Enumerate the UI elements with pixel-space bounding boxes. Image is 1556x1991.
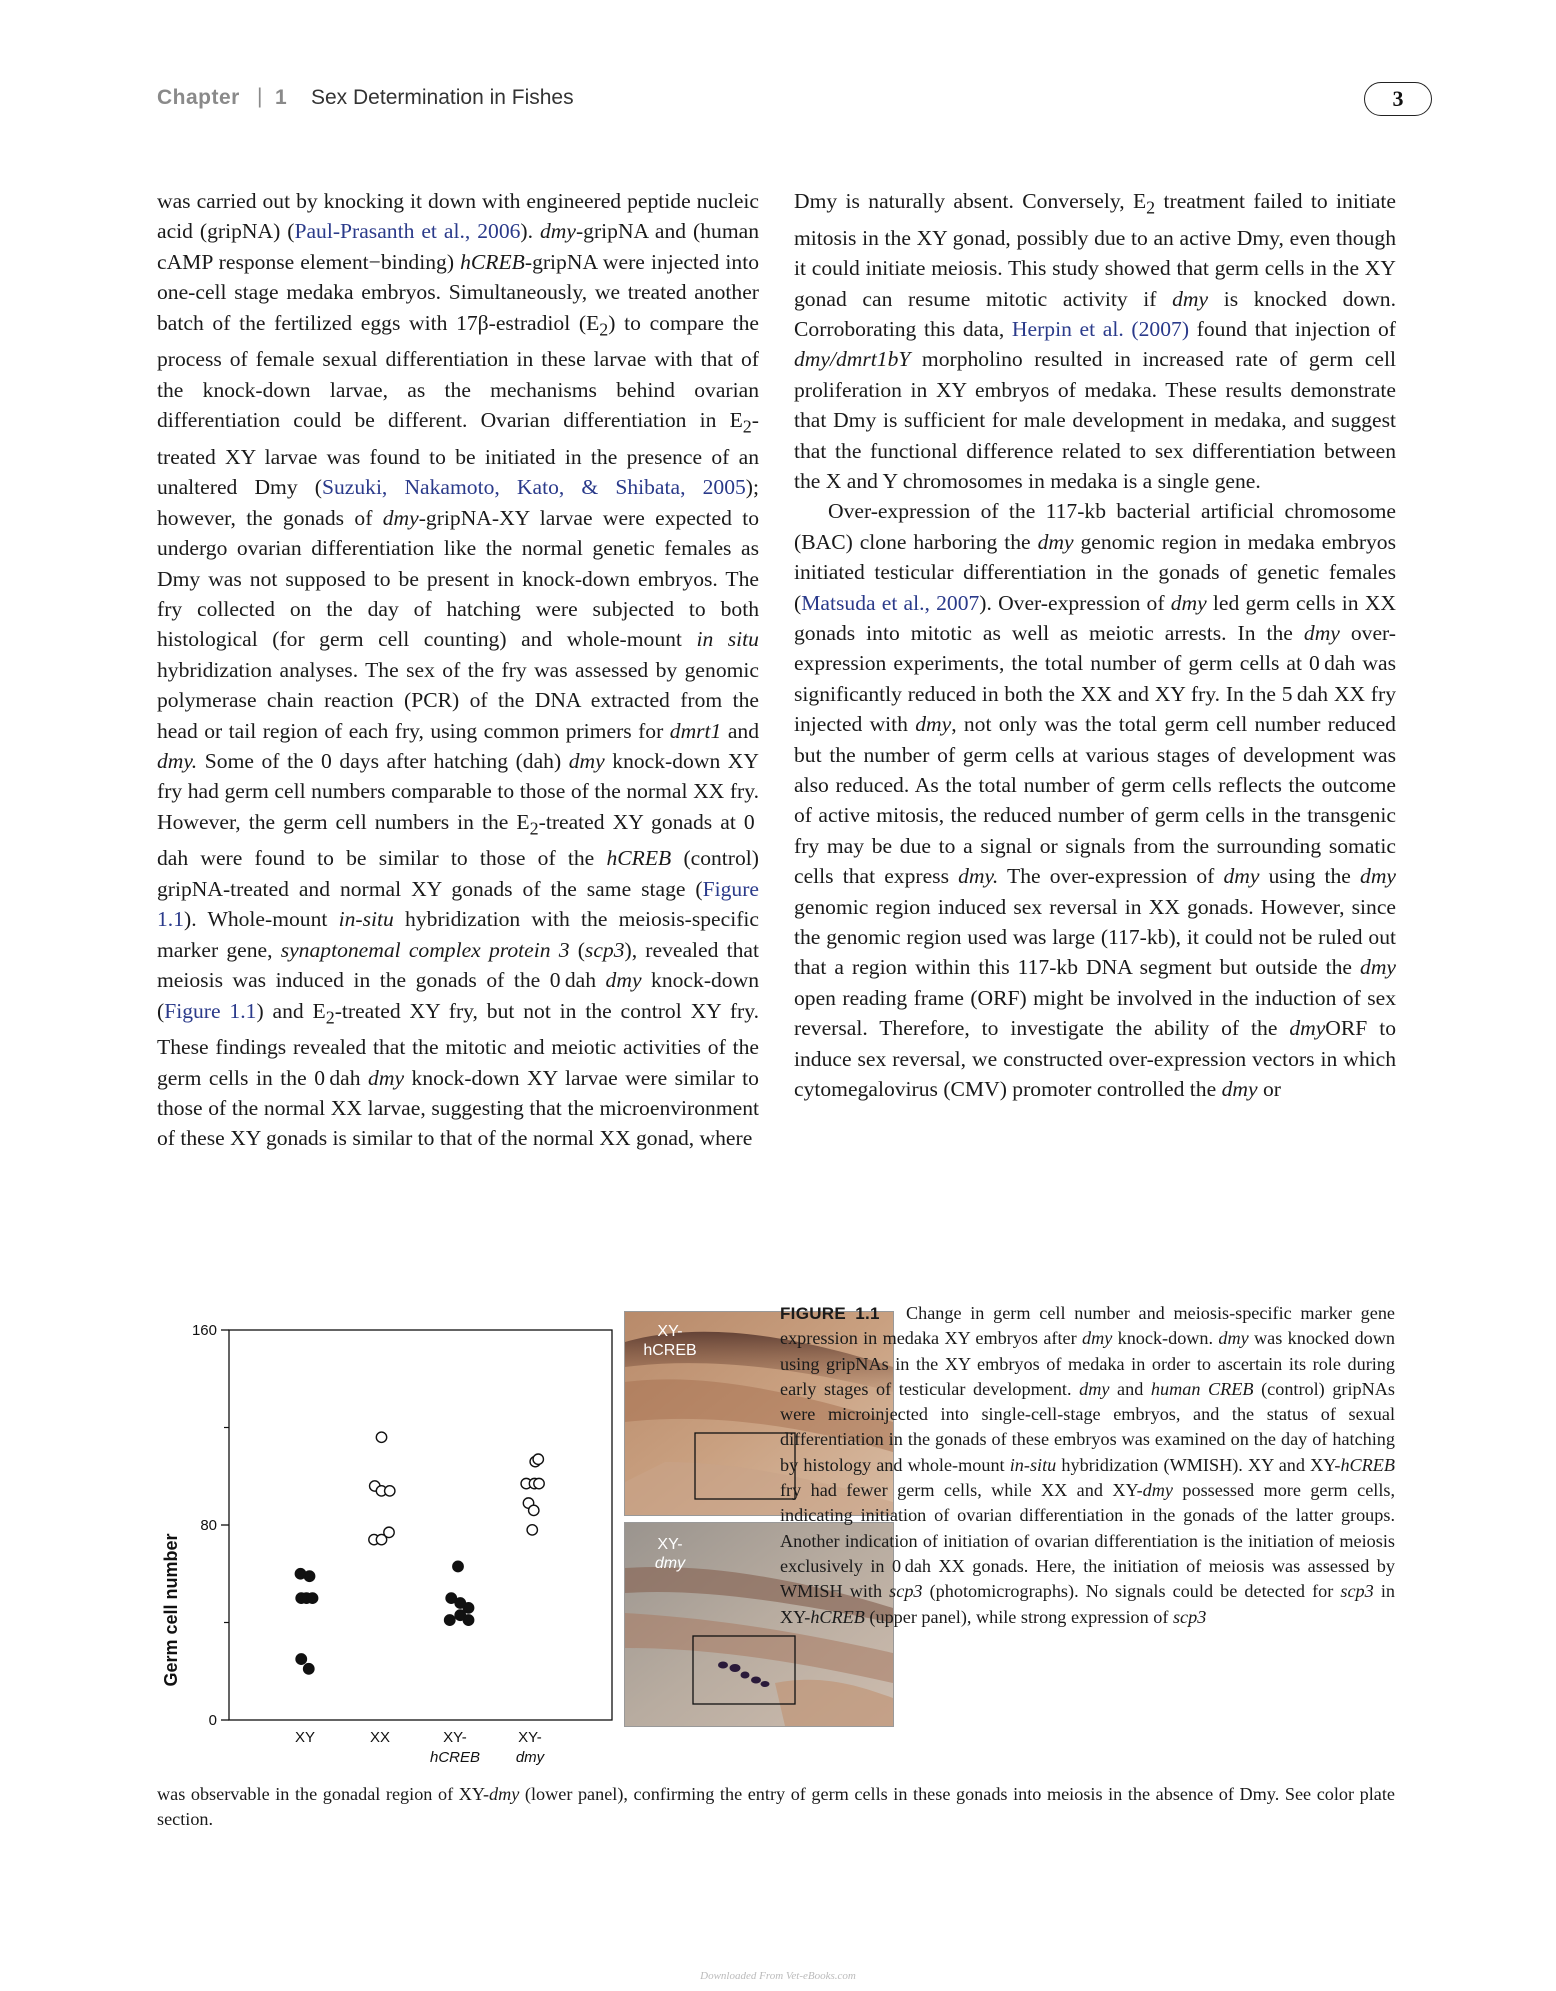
figure-caption-continued: was observable in the gonadal region of XY-dmy (lower panel), confirming the entry of germ cells in these gonads into meiosis in the absence of Dmy. See color plate section. [157, 1784, 1395, 1830]
data-point-open [534, 1478, 544, 1488]
header-separator: | [257, 85, 263, 108]
y-tick-label: 0 [208, 1712, 217, 1729]
y-tick-label: 80 [200, 1517, 217, 1534]
y-tick-label: 160 [191, 1322, 217, 1339]
figure-label: FIGURE 1.1 [780, 1304, 880, 1323]
figure-caption-text: Change in germ cell number and meiosis-specific marker gene expression in medaka XY embryos after dmy knock-down. dmy was knocked down using gripNAs in the XY embryos of medaka in order to ascertain its role during early stages of testicular development. dmy and human CREB (control) gripNAs were microinjected into single-cell-stage embryos, and the status of sexual differentiation in the gonads of these embryos was examined on the day of hatching by histology and whole-mount in-situ hybridization (WMISH). XY and XY-hCREB fry had fewer germ cells, while XX and XY-dmy possessed more germ cells, indicating initiation of ovarian differentiation in the gonads of the latter groups. Another indication of initiation of ovarian differentiation is the initiation of meiosis exclusively in 0 dah XX gonads. Here, the initiation of meiosis was assessed by WMISH with scp3 (photomicrographs). No signals could be detected for scp3 in XY-hCREB (upper panel), while strong expression of scp3 [780, 1303, 1396, 1627]
data-point-filled [463, 1615, 473, 1625]
data-point-open [376, 1432, 386, 1442]
germ-cell-scatter-chart [157, 1300, 617, 1770]
data-point-filled [453, 1561, 463, 1571]
plot-frame [229, 1330, 612, 1720]
data-point-open [529, 1505, 539, 1515]
x-tick-label: XY- [518, 1729, 542, 1746]
data-point-open [385, 1486, 395, 1496]
data-point-filled [307, 1593, 317, 1603]
right-column-paragraph-1: Dmy is naturally absent. Conversely, $E_2$ treatment failed to initiate mitosis in the XY gonad, possibly due to an active Dmy, even though it could initiate meiosis. This study showed that germ cells in the XY gonad can resume mitotic activity if dmy is knocked down. Corroborating this data, Herpin et al. (2007) found that injection of dmy/dmrt1bY morpholino resulted in increased rate of germ cell proliferation in XY embryos of medaka. These results demonstrate that Dmy is sufficient for male development in medaka, and suggest that the functional difference related to sex differentiation between the X and Y chromosomes in medaka is a single gene. [794, 189, 1397, 493]
figure-caption [780, 1301, 1395, 1630]
right-column-paragraph-2: Over-expression of the 117-kb bacterial artificial chromosome (BAC) clone harboring the dmy genomic region in medaka embryos initiated testicular differentiation in the gonads of genetic females (Matsuda et al., 2007). Over-expression of dmy led germ cells in XX gonads into mitotic as well as meiotic arrests. In the dmy over-expression experiments, the total number of germ cells at 0 dah was significantly reduced in both the XX and XY fry. In the 5 dah XX fry injected with dmy, not only was the total germ cell number reduced but the number of germ cells at various stages of development was also reduced. As the total number of germ cells reflects the outcome of active mitosis, the reduced number of germ cells in the transgenic fry may be due to a signal or signals from the surrounding somatic cells that express dmy. The over-expression of dmy using the dmy genomic region induced sex reversal in XX gonads. However, since the genomic region used was large (117-kb), it could not be ruled out that a region within this 117-kb DNA segment but outside the dmy open reading frame (ORF) might be involved in the induction of sex reversal. Therefore, to investigate the ability of the dmyORF to induce sex reversal, we constructed over-expression vectors in which cytomegalovirus (CMV) promoter controlled the dmy or [794, 499, 1397, 1102]
right-column [794, 186, 1396, 1105]
left-column-paragraph: was carried out by knocking it down with engineered peptide nucleic acid (gripNA) (Paul-Prasanth et al., 2006). dmy-gripNA and (human cAMP response element−binding) hCREB-gripNA were injected into one-cell stage medaka embryos. Simultaneously, we treated another batch of the fertilized eggs with 17β-estradiol $(E_2)$ to compare the process of female sexual differentiation in these larvae with that of the knock-down larvae, as the mechanisms behind ovarian differentiation could be different. Ovarian differentiation in $E_2$-treated XY larvae was found to be initiated in the presence of an unaltered Dmy (Suzuki, Nakamoto, Kato, & Shibata, 2005); however, the gonads of dmy-gripNA-XY larvae were expected to undergo ovarian differentiation like the normal genetic females as Dmy was not supposed to be present in knock-down embryos. The fry collected on the day of hatching were subjected to both histological (for germ cell counting) and whole-mount in situ hybridization analyses. The sex of the fry was assessed by genomic polymerase chain reaction (PCR) of the DNA extracted from the head or tail region of each fry, using common primers for dmrt1 and dmy. Some of the 0 days after hatching (dah) dmy knock-down XY fry had germ cell numbers comparable to those of the normal XX fry. However, the germ cell numbers in the $E_2$-treated XY gonads at 0 dah were found to be similar to those of the hCREB (control) gripNA-treated and normal XY gonads of the same stage (Figure 1.1). Whole-mount in-situ hybridization with the meiosis-specific marker gene, synaptonemal complex protein 3 (scp3), revealed that meiosis was induced in the gonads of the 0 dah dmy knock-down (Figure 1.1) and $E_2$-treated XY fry, but not in the control XY fry. These findings revealed that the mitotic and meiotic activities of the germ cells in the 0 dah dmy knock-down XY larvae were similar to those of the normal XX larvae, suggesting that the microenvironment of these XY gonads is similar to that of the normal XX gonad, where [157, 189, 759, 1151]
watermark-footer: Downloaded From Vet-eBooks.com [700, 1970, 856, 1982]
x-tick-label: XY [294, 1729, 316, 1746]
data-point-open [527, 1525, 537, 1535]
chapter-number: 1 [275, 86, 287, 109]
photo-top-label: XY- hCREB [643, 1323, 697, 1359]
data-point-filled [304, 1664, 314, 1674]
y-axis-label: Germ cell number [161, 1533, 181, 1687]
chapter-label: Chapter [157, 86, 240, 109]
chapter-title: Sex Determination in Fishes [311, 86, 574, 109]
x-tick-label-line2: hCREB [429, 1749, 481, 1766]
left-column [157, 186, 759, 1154]
x-tick-label: XY- [443, 1729, 467, 1746]
photo-bottom-label: XY- dmy [654, 1536, 686, 1572]
data-point-filled [304, 1571, 314, 1581]
page-number: 3 [1364, 82, 1432, 116]
data-point-filled [445, 1615, 455, 1625]
data-point-open [533, 1454, 543, 1464]
running-header [157, 82, 1432, 116]
data-point-filled [296, 1654, 306, 1664]
x-tick-label: XX [369, 1729, 391, 1746]
data-point-open [384, 1527, 394, 1537]
x-tick-label-line2: dmy [515, 1749, 545, 1766]
